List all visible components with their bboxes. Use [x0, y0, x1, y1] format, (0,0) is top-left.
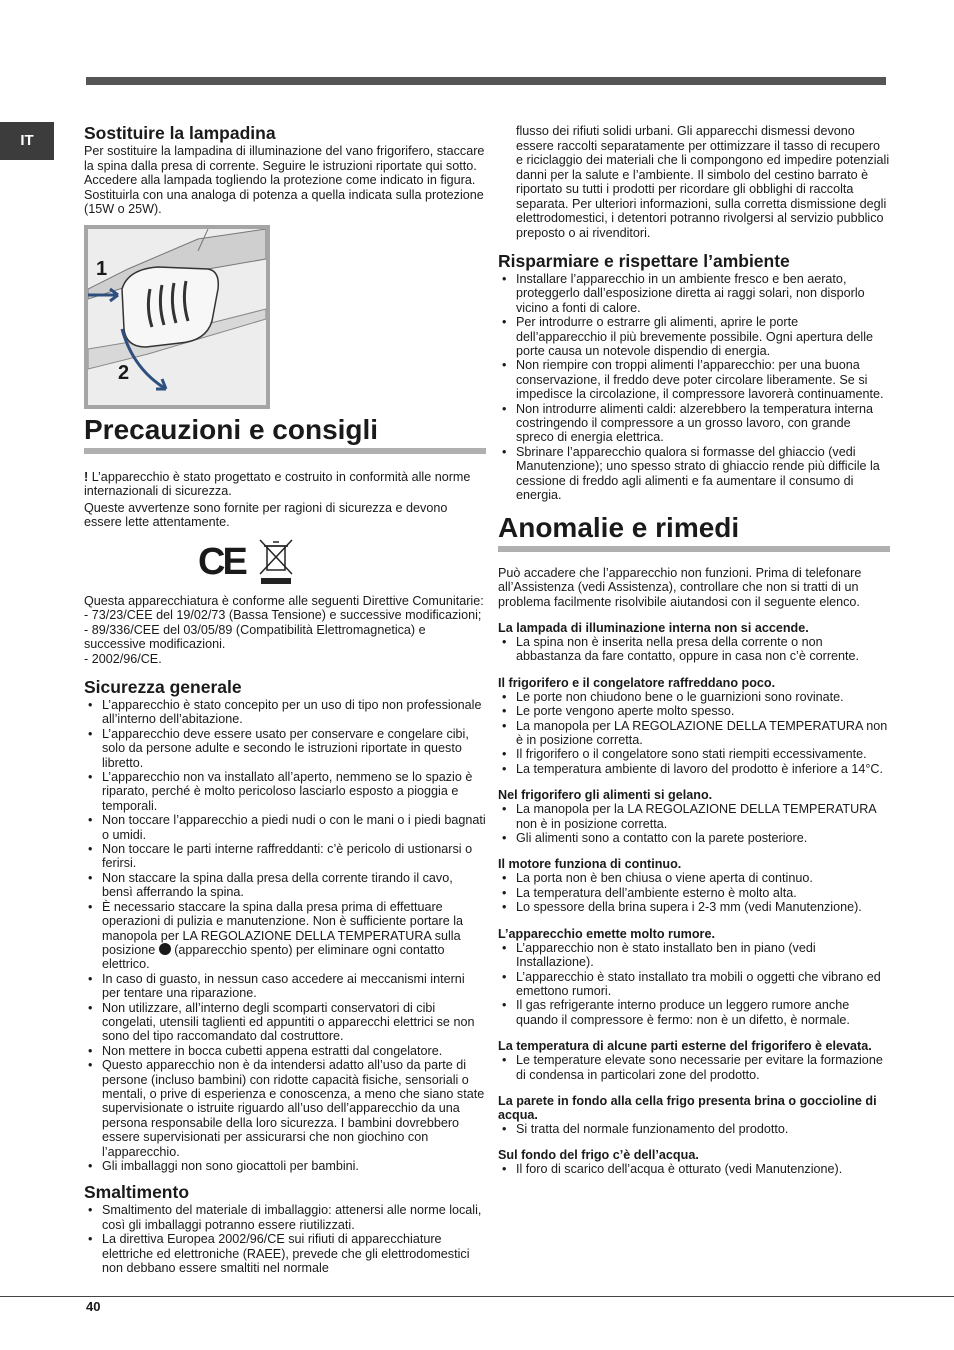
list-item: • Installare l’apparecchio in un ambiente fresco e ben aerato, proteggerlo dall’esposizione diretta ai raggi solari, non disporlo vicino a fonti di calore.	[498, 272, 890, 315]
precauzioni-rule	[84, 448, 486, 454]
trouble-question: Nel frigorifero gli alimenti si gelano.	[498, 788, 713, 803]
list-item: • Non toccare l’apparecchio a piedi nudi o con le mani o i piedi bagnati o umidi.	[84, 813, 486, 842]
list-item: • L’apparecchio non è stato installato ben in piano (vedi Installazione).	[498, 941, 890, 970]
list-item: • L’apparecchio non va installato all’aperto, nemmeno se lo spazio è riparato, perché è molto pericoloso lasciarlo esposto a pioggia e temporali.	[84, 770, 486, 813]
trouble-question: L’apparecchio emette molto rumore.	[498, 926, 715, 941]
list-item: • La porta non è ben chiusa o viene aperta di continuo.	[498, 871, 890, 885]
trouble-group	[498, 788, 890, 845]
trouble-group	[498, 857, 890, 914]
figure-label-1: 1	[96, 258, 108, 280]
list-item: • La temperatura dell’ambiente esterno è molto alta.	[498, 886, 890, 900]
list-item: • In caso di guasto, in nessun caso accedere ai meccanismi interni per tentare una riparazione.	[84, 972, 486, 1001]
trouble-question: Sul fondo del frigo c’è dell’acqua.	[498, 1148, 699, 1163]
trouble-question: La temperatura di alcune parti esterne del frigorifero è elevata.	[498, 1039, 872, 1054]
list-item: • Non toccare le parti interne raffreddanti: c’è pericolo di ustionarsi o ferirsi.	[84, 842, 486, 871]
directive-line: - 89/336/CEE del 03/05/89 (Compatibilità Elettromagnetica) e successive modificazioni.	[84, 622, 426, 651]
directive-line: - 2002/96/CE.	[84, 651, 162, 666]
list-item: • Non staccare la spina dalla presa della corrente tirando il cavo, bensì afferrando la spina.	[84, 871, 486, 900]
risparmiare-list	[498, 272, 890, 503]
smaltimento-continuation: flusso dei rifiuti solidi urbani. Gli apparecchi dismessi devono essere raccolti separatamente per ottimizzare il tasso di recupero e riciclaggio dei materiali che li compongono ed impedire potenziali danni per la salute e l’ambiente. Il simbolo del cestino barrato è riportato su tutti i prodotti per ricordare gli obblighi di raccolta separata. Per ulteriori informazioni, sulla corretta dismissione degli elettrodomestici, i detentori potranno rivolgersi al servizio pubblico preposto o ai rivenditori.	[516, 124, 890, 240]
precauzioni-intro1: ! L’apparecchio è stato progettato e costruito in conformità alle norme internazionali di sicurezza.	[84, 469, 471, 498]
directive-line: - 73/23/CEE del 19/02/73 (Bassa Tensione) e successive modificazioni;	[84, 608, 482, 622]
list-item: • L’apparecchio è stato installato tra mobili o oggetti che vibrano ed emettono rumori.	[498, 970, 890, 999]
footer-rule	[0, 1296, 954, 1297]
trouble-group	[498, 621, 890, 664]
precauzioni-title: Precauzioni e consigli	[84, 413, 379, 445]
trouble-question: La parete in fondo alla cella frigo presenta brina o goccioline di acqua.	[498, 1093, 877, 1122]
directive-line: Questa apparecchiatura è conforme alle seguenti Direttive Comunitarie:	[84, 593, 484, 608]
lamp-figure	[84, 225, 270, 409]
list-item: • La direttiva Europea 2002/96/CE sui rifiuti di apparecchiature elettriche ed elettroniche (RAEE), prevede che gli elettrodomestici non debbano essere smaltiti nel normale	[84, 1232, 486, 1275]
list-item: • Non mettere in bocca cubetti appena estratti dal congelatore.	[84, 1044, 486, 1058]
list-item: • Le porte non chiudono bene o le guarnizioni sono rovinate.	[498, 690, 890, 704]
left-column	[84, 122, 486, 1275]
list-item: • Le temperature elevate sono necessarie per evitare la formazione di condensa in particolari zone del prodotto.	[498, 1053, 890, 1082]
risparmiare-title: Risparmiare e rispettare l’ambiente	[498, 251, 790, 271]
list-item: • Si tratta del normale funzionamento del prodotto.	[498, 1122, 890, 1136]
list-item: • Non introdurre alimenti caldi: alzerebbero la temperatura interna costringendo il compressore a un grosso lavoro, con grande spreco di energia elettrica.	[498, 402, 890, 445]
sicurezza-title: Sicurezza generale	[84, 677, 242, 697]
sicurezza-list	[84, 698, 486, 1173]
trouble-group	[498, 676, 890, 776]
ce-mark: CE	[198, 540, 245, 583]
page-number: 40	[86, 1299, 101, 1314]
list-item: • Lo spessore della brina supera i 2-3 mm (vedi Manutenzione).	[498, 900, 890, 914]
list-item: • Il frigorifero o il congelatore sono stati riempiti eccessivamente.	[498, 747, 890, 761]
list-item: • Questo apparecchio non è da intendersi adatto all’uso da parte di persone (incluso bambini) con ridotte capacità fisiche, sensoriali o mentali, o prive di esperienza e conoscenza, a meno che siano state supervisionate o istruite riguardo all’uso dell’apparecchio da una persona responsabile della loro sicurezza. I bambini dovrebbero essere supervisionati per assicurarsi che non giochino con l’apparecchio.	[84, 1058, 486, 1159]
list-item: • La temperatura ambiente di lavoro del prodotto è inferiore a 14°C.	[498, 762, 890, 776]
list-item: • Le porte vengono aperte molto spesso.	[498, 704, 890, 718]
trouble-group	[498, 1039, 890, 1082]
list-item: • Smaltimento del materiale di imballaggio: attenersi alle norme locali, così gli imballaggi potranno essere riutilizzati.	[84, 1203, 486, 1232]
list-item: • La manopola per LA REGOLAZIONE DELLA TEMPERATURA non è in posizione corretta.	[498, 719, 890, 748]
list-item: • Sbrinare l’apparecchio qualora si formasse del ghiaccio (vedi Manutenzione); uno spesso strato di ghiaccio rende più difficile la cessione di freddo agli alimenti e fa aumentare il consumo di energia.	[498, 445, 890, 503]
list-item: • Gli alimenti sono a contatto con la parete posteriore.	[498, 831, 890, 845]
trouble-question: Il motore funziona di continuo.	[498, 857, 682, 872]
list-item: • Il foro di scarico dell’acqua è otturato (vedi Manutenzione).	[498, 1162, 890, 1176]
lamp-cover-illustration	[88, 229, 266, 405]
list-item: • La spina non è inserita nella presa della corrente o non abbastanza da fare contatto, oppure in casa non c’è corrente.	[498, 635, 890, 664]
trouble-group	[498, 927, 890, 1027]
list-item: • Non utilizzare, all’interno degli scomparti conservatori di cibi congelati, utensili taglienti ed appuntiti o apparecchi elettrici se non sono del tipo raccomandato dal costruttore.	[84, 1001, 486, 1044]
weee-bin-icon	[258, 538, 294, 586]
ce-weee-marks	[84, 536, 486, 588]
list-item: • Il gas refrigerante interno produce un leggero rumore anche quando il compressore è fermo: non è un difetto, è normale.	[498, 998, 890, 1027]
lampadina-title: Sostituire la lampadina	[84, 123, 276, 143]
list-item: • Non riempire con troppi alimenti l’apparecchio: per una buona conservazione, il freddo deve poter circolare liberamente. Se si impedisce la circolazione, il compressore lavorerà continuamente.	[498, 358, 890, 401]
smaltimento-title: Smaltimento	[84, 1182, 190, 1203]
list-item: • L’apparecchio è stato concepito per un uso di tipo non professionale all’interno dell’abitazione.	[84, 698, 486, 727]
smaltimento-list	[84, 1203, 486, 1275]
directives-text	[84, 594, 486, 667]
anomalie-intro: Può accadere che l’apparecchio non funzioni. Prima di telefonare all’Assistenza (vedi Assistenza), controllare che non si tratti di un problema facilmente risolvibile aiutandosi con il seguente elenco.	[498, 565, 862, 609]
trouble-group	[498, 1094, 890, 1136]
list-item: • È necessario staccare la spina dalla presa prima di effettuare operazioni di pulizia e manutenzione. Non è sufficiente portare la manopola per LA REGOLAZIONE DELLA TEMPERATURA sulla posizione (apparecchio spento) per eliminare ogni contatto elettrico.	[84, 900, 486, 972]
precauzioni-intro2: Queste avvertenze sono fornite per ragioni di sicurezza e devono essere lette attentamente.	[84, 500, 448, 529]
off-position-icon	[159, 943, 171, 955]
anomalie-rule	[498, 546, 890, 552]
right-column	[498, 122, 890, 1177]
figure-label-2: 2	[118, 362, 130, 384]
list-item: • L’apparecchio deve essere usato per conservare e congelare cibi, solo da persone adulte e secondo le istruzioni riportate in questo libretto.	[84, 727, 486, 770]
trouble-question: Il frigorifero e il congelatore raffreddano poco.	[498, 675, 776, 690]
language-tab: IT	[0, 122, 54, 160]
anomalie-title: Anomalie e rimedi	[498, 511, 740, 543]
list-item: • Gli imballaggi non sono giocattoli per bambini.	[84, 1159, 486, 1173]
trouble-group	[498, 1148, 890, 1176]
lampadina-text: Per sostituire la lampadina di illuminazione del vano frigorifero, staccare la spina dalla presa di corrente. Seguire le istruzioni riportate qui sotto. Accedere alla lampada togliendo la protezione come indicato in figura. Sostituirla con una analoga di potenza a quella indicata sulla protezione (15W o 25W).	[84, 144, 485, 216]
list-item: • Per introdurre o estrarre gli alimenti, aprire le porte dell’apparecchio il più brevemente possibile. Ogni apertura delle porte causa un notevole dispendio di energia.	[498, 315, 890, 358]
list-item: • La manopola per la LA REGOLAZIONE DELLA TEMPERATURA non è in posizione corretta.	[498, 802, 890, 831]
trouble-question: La lampada di illuminazione interna non si accende.	[498, 621, 809, 635]
top-bar	[86, 77, 886, 85]
